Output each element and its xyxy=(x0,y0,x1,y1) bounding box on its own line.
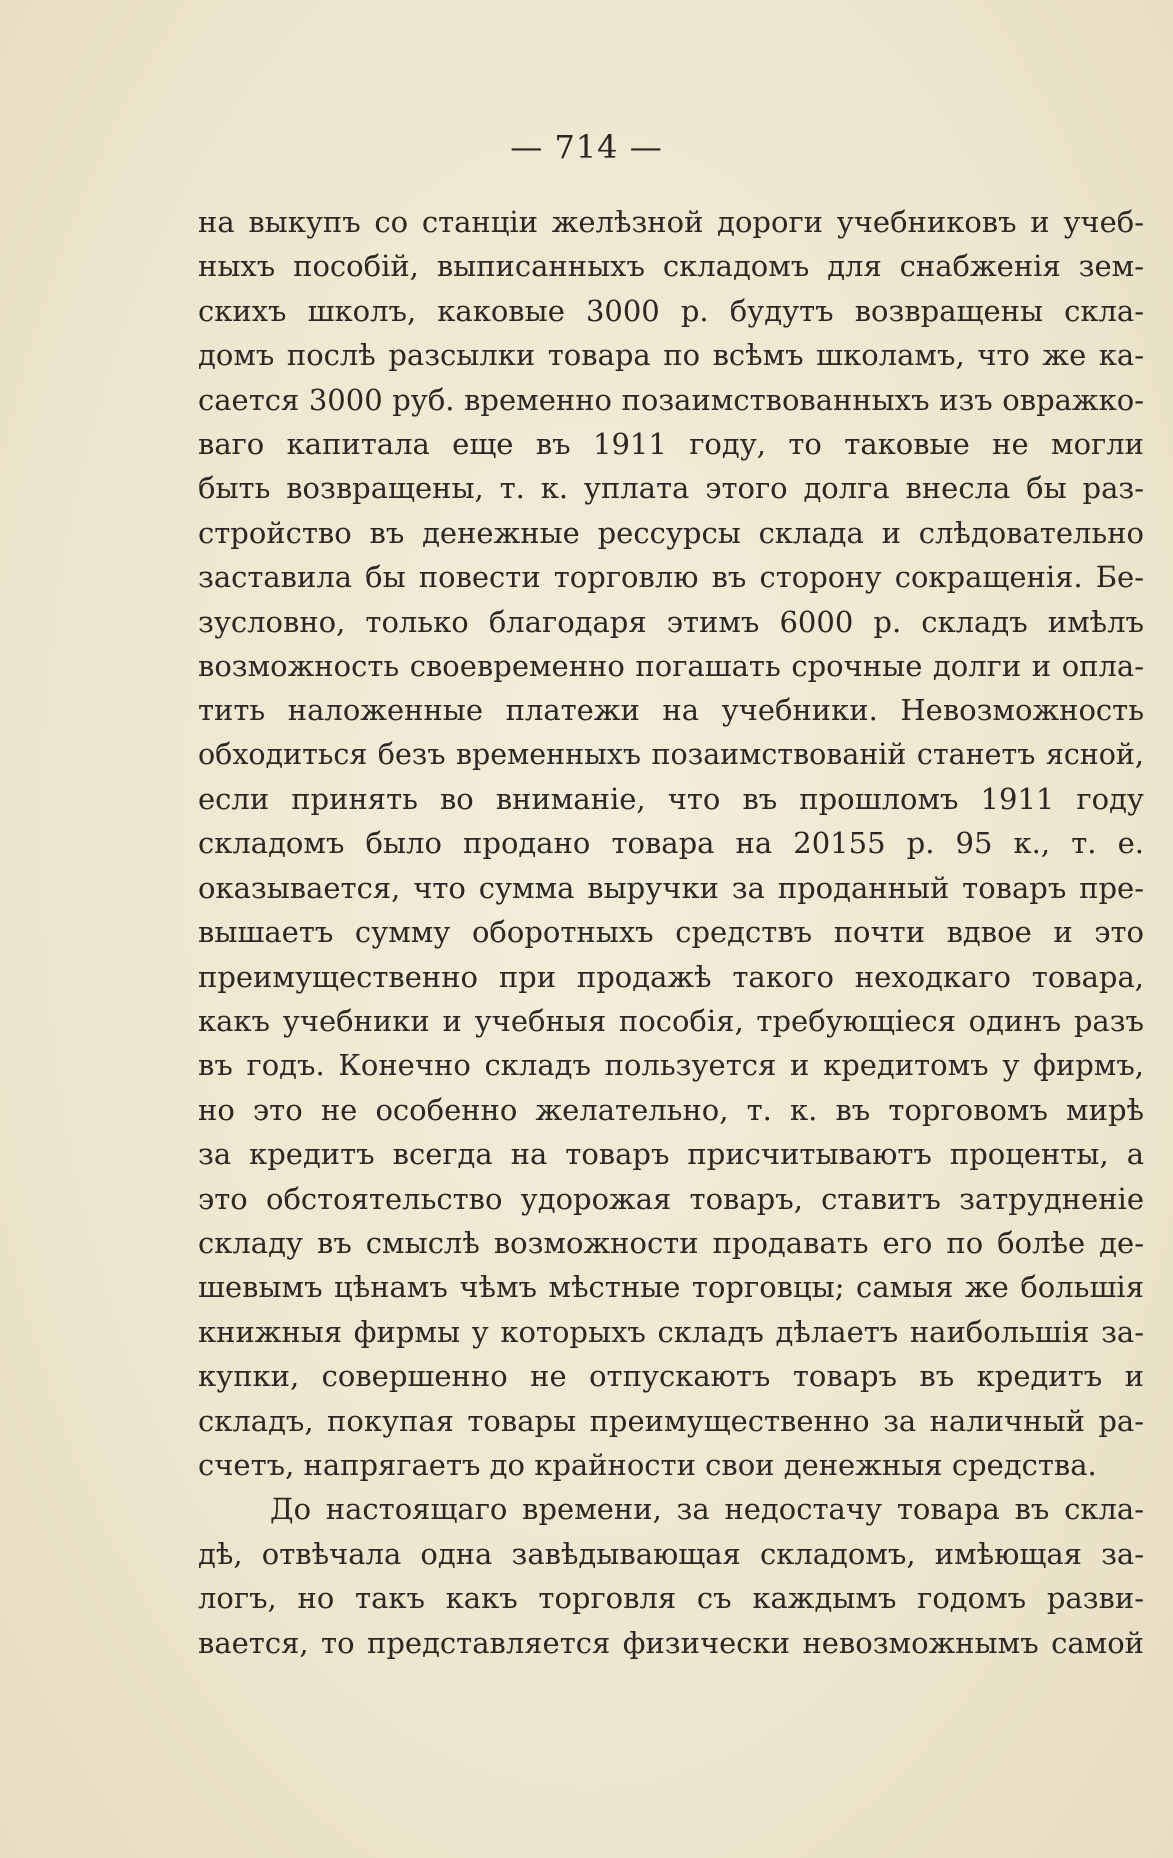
text-line: книжныя фирмы у которыхъ складъ дѣлаетъ наибольшія за- xyxy=(198,1314,1144,1349)
text-line: купки, совершенно не отпускаютъ товаръ въ кредитъ и xyxy=(198,1359,1144,1394)
text-line: сается 3000 руб. временно позаимствованныхъ изъ овражко- xyxy=(198,382,1144,417)
text-line: преимущественно при продажѣ такого неходкаго товара, xyxy=(198,959,1144,994)
text-line: домъ послѣ разсылки товара по всѣмъ школамъ, что же ка- xyxy=(198,338,1144,373)
page-number: — 714 — xyxy=(510,128,663,166)
text-line: оказывается, что сумма выручки за проданный товаръ пре- xyxy=(198,870,1144,905)
text-line: шевымъ цѣнамъ чѣмъ мѣстные торговцы; самыя же большія xyxy=(198,1270,1144,1305)
text-line: До настоящаго времени, за недостачу товара въ скла- xyxy=(270,1492,1144,1527)
text-line: если принять во вниманіе, что въ прошломъ 1911 году xyxy=(198,782,1144,817)
text-line: логъ, но такъ какъ торговля съ каждымъ годомъ разви- xyxy=(198,1581,1144,1616)
text-line: счетъ, напрягаетъ до крайности свои денежныя средства. xyxy=(198,1447,1097,1482)
text-line: складу въ смыслѣ возможности продавать его по болѣе де- xyxy=(198,1225,1144,1260)
text-line: но это не особенно желательно, т. к. въ торговомъ мирѣ xyxy=(198,1092,1144,1127)
text-line: складъ, покупая товары преимущественно за наличный ра- xyxy=(198,1403,1144,1438)
text-line: какъ учебники и учебныя пособія, требующіеся одинъ разъ xyxy=(198,1004,1144,1039)
text-line: на выкупъ со станціи желѣзной дороги учебниковъ и учеб- xyxy=(198,205,1144,239)
text-line: стройство въ денежные рессурсы склада и слѣдовательно xyxy=(198,515,1144,550)
text-line: скихъ школъ, каковые 3000 р. будутъ возвращены скла- xyxy=(198,293,1144,328)
text-line: быть возвращены, т. к. уплата этого долга внесла бы раз- xyxy=(198,471,1144,506)
text-line: тить наложенные платежи на учебники. Невозможность xyxy=(198,693,1144,728)
text-line: это обстоятельство удорожая товаръ, ставитъ затрудненіе xyxy=(198,1181,1144,1216)
text-line: за кредитъ всегда на товаръ присчитываютъ проценты, а xyxy=(198,1137,1144,1172)
body-text xyxy=(198,200,1144,1665)
text-line: ныхъ пособій, выписанныхъ складомъ для снабженія зем- xyxy=(198,249,1144,284)
text-line: заставила бы повести торговлю въ сторону сокращенія. Бе- xyxy=(198,560,1144,595)
paragraph-1 xyxy=(198,200,1144,1487)
text-line: ваго капитала еще въ 1911 году, то таковые не могли xyxy=(198,426,1144,461)
text-line: вается, то представляется физически невозможнымъ самой xyxy=(198,1625,1144,1660)
text-line: складомъ было продано товара на 20155 р. 95 к., т. е. xyxy=(198,826,1144,861)
text-line: зусловно, только благодаря этимъ 6000 р. складъ имѣлъ xyxy=(198,604,1144,639)
text-line: возможность своевременно погашать срочные долги и опла- xyxy=(198,648,1144,683)
text-line: обходиться безъ временныхъ позаимствованій станетъ ясной, xyxy=(198,737,1144,771)
text-line: въ годъ. Конечно складъ пользуется и кредитомъ у фирмъ, xyxy=(198,1048,1144,1083)
text-line: дѣ, отвѣчала одна завѣдывающая складомъ, имѣющая за- xyxy=(198,1536,1144,1571)
paragraph-2 xyxy=(198,1487,1144,1665)
text-line: вышаетъ сумму оборотныхъ средствъ почти вдвое и это xyxy=(198,915,1144,950)
